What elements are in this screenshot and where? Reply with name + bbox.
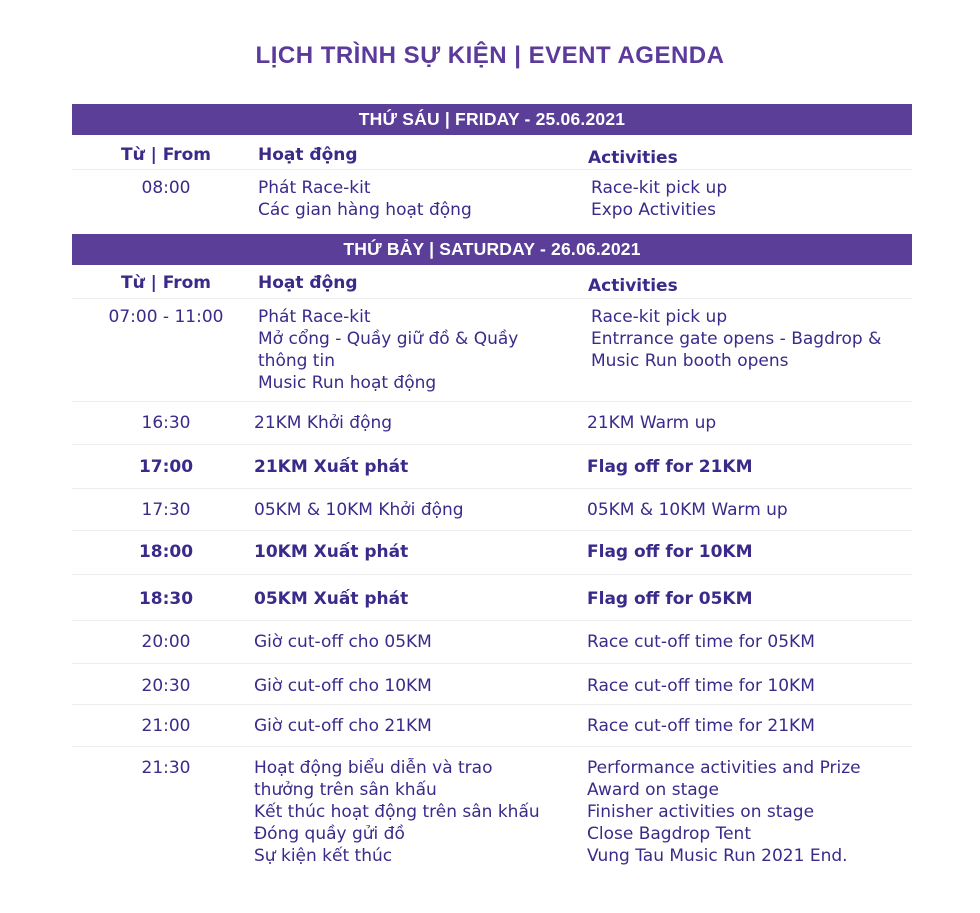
table-row [72,575,912,621]
table-row [72,299,912,402]
table-row [72,445,912,489]
column-from: Từ | From [120,145,212,165]
column-from: Từ | From [120,273,212,293]
row-activity-vn: Hoạt động biểu diễn và trao thưởng trên sân khấu Kết thúc hoạt động trên sân khấu Đóng quầy gửi đồ Sự kiện kết thúc [254,758,540,866]
row-activity-en: Race-kit pick up Entrrance gate opens - Bagdrop & Music Run booth opens [591,307,882,371]
table-row [72,402,912,445]
table-row [72,621,912,664]
page-title: LỊCH TRÌNH SỰ KIỆN | EVENT AGENDA [255,42,725,69]
row-activity-en: 05KM & 10KM Warm up [587,500,788,520]
row-activity-en: Race cut-off time for 05KM [587,632,815,652]
row-time: 07:00 - 11:00 [108,307,224,327]
row-time: 08:00 [141,178,191,198]
table-row [72,489,912,531]
day-header-saturday: THỨ BẢY | SATURDAY - 26.06.2021 [72,234,912,265]
row-time: 17:00 [138,457,194,477]
column-vn: Hoạt động [258,273,358,293]
row-activity-vn: Phát Race-kit Mở cổng - Quầy giữ đồ & Quầy thông tin Music Run hoạt động [258,307,519,393]
day-header-friday: THỨ SÁU | FRIDAY - 25.06.2021 [72,104,912,135]
row-time: 20:00 [141,632,191,652]
row-activity-vn: 21KM Xuất phát [254,457,409,477]
row-activity-en: Race-kit pick up Expo Activities [591,178,728,220]
row-time: 17:30 [141,500,191,520]
row-activity-vn: 10KM Xuất phát [254,542,409,562]
row-activity-en: Race cut-off time for 21KM [587,716,815,736]
row-activity-en: 21KM Warm up [587,413,717,433]
column-en: Activities [588,276,678,296]
column-header-row [72,265,912,299]
row-activity-en: Flag off for 10KM [587,542,753,562]
row-time: 18:30 [138,589,194,609]
row-activity-vn: 21KM Khởi động [254,413,393,433]
row-activity-vn: 05KM Xuất phát [254,589,409,609]
table-row [72,170,912,232]
row-activity-vn: 05KM & 10KM Khởi động [254,500,464,520]
column-header-row [72,135,912,170]
row-activity-en: Performance activities and Prize Award on stage Finisher activities on stage Close Bagdrop Tent Vung Tau Music Run 2021 End. [587,758,861,866]
table-row [72,664,912,705]
row-activity-en: Race cut-off time for 10KM [587,676,815,696]
row-activity-vn: Phát Race-kit Các gian hàng hoạt động [258,178,472,220]
row-time: 16:30 [141,413,191,433]
table-row [72,747,912,877]
row-activity-vn: Giờ cut-off cho 10KM [254,676,432,696]
column-vn: Hoạt động [258,145,358,165]
table-row [72,531,912,575]
row-activity-vn: Giờ cut-off cho 05KM [254,632,432,652]
row-time: 18:00 [138,542,194,562]
row-time: 20:30 [141,676,191,696]
table-row [72,705,912,747]
row-time: 21:30 [141,758,191,778]
row-time: 21:00 [141,716,191,736]
row-activity-en: Flag off for 05KM [587,589,753,609]
column-en: Activities [588,148,678,168]
row-activity-en: Flag off for 21KM [587,457,753,477]
row-activity-vn: Giờ cut-off cho 21KM [254,716,432,736]
